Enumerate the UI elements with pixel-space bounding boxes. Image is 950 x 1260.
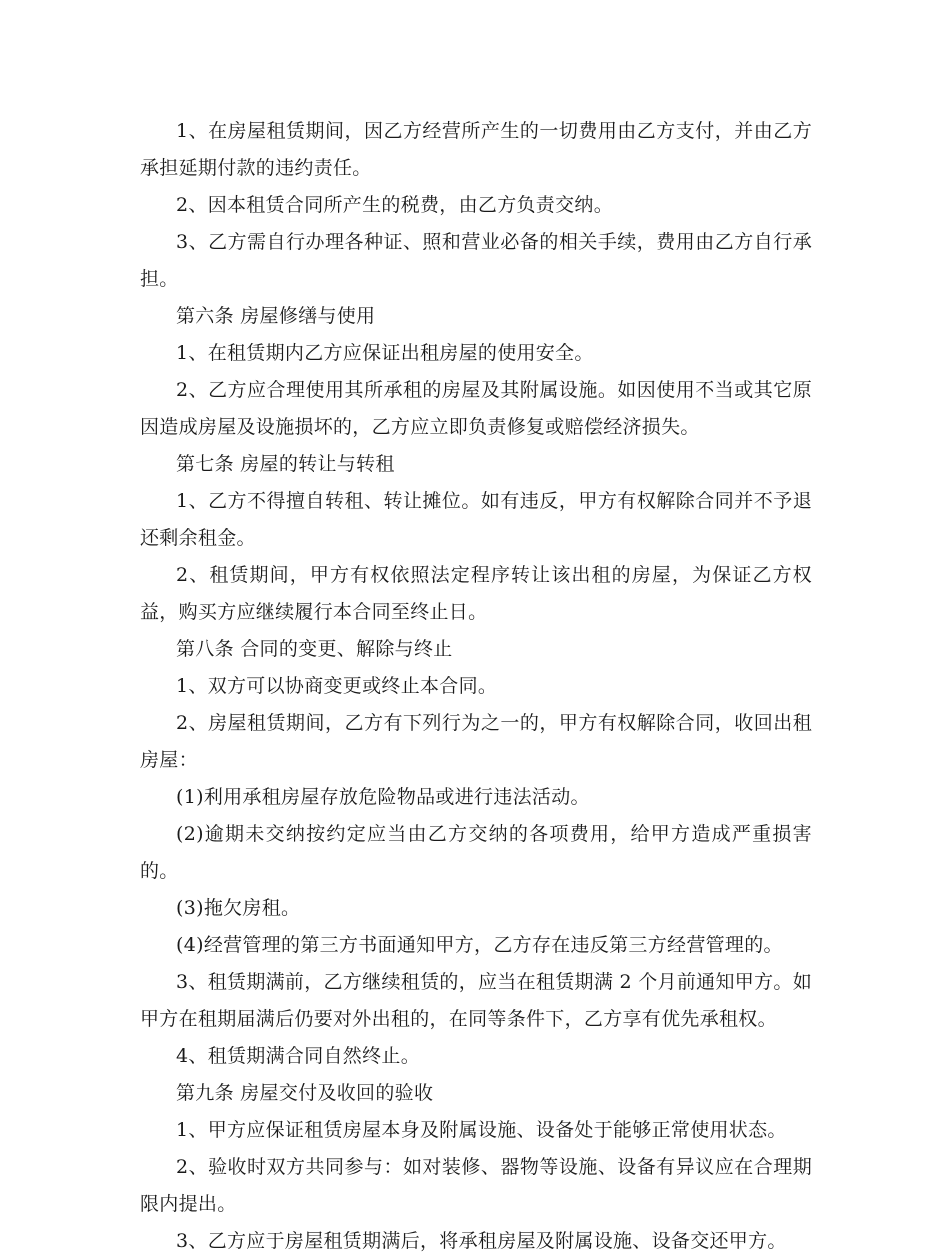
article-heading: 第八条 合同的变更、解除与终止 [176,638,453,660]
clause-paragraph: 2、乙方应合理使用其所承租的房屋及其附属设施。如因使用不当或其它原因造成房屋及设施损坏的，乙方应立即负责修复或赔偿经济损失。 [140,379,812,438]
sub-clause-item: (1)利用承租房屋存放危险物品或进行违法活动。 [176,786,590,808]
clause-paragraph: 1、在租赁期内乙方应保证出租房屋的使用安全。 [176,342,594,364]
clause-paragraph: 1、乙方不得擅自转租、转让摊位。如有违反，甲方有权解除合同并不予退还剩余租金。 [140,490,812,549]
clause-paragraph: 3、租赁期满前，乙方继续租赁的，应当在租赁期满 2 个月前通知甲方。如甲方在租期届满后仍要对外出租的，在同等条件下，乙方享有优先承租权。 [140,971,812,1030]
clause-paragraph: 1、在房屋租赁期间，因乙方经营所产生的一切费用由乙方支付，并由乙方承担延期付款的违约责任。 [140,120,812,179]
clause-paragraph: 2、因本租赁合同所产生的税费，由乙方负责交纳。 [176,194,613,216]
clause-paragraph: 2、租赁期间，甲方有权依照法定程序转让该出租的房屋，为保证乙方权益，购买方应继续履行本合同至终止日。 [140,564,812,623]
clause-paragraph: 3、乙方应于房屋租赁期满后，将承租房屋及附属设施、设备交还甲方。 [176,1230,787,1252]
clause-paragraph: 4、租赁期满合同自然终止。 [176,1045,420,1067]
sub-clause-item: (2)逾期未交纳按约定应当由乙方交纳的各项费用，给甲方造成严重损害的。 [140,823,812,882]
article-heading: 第九条 房屋交付及收回的验收 [176,1082,434,1104]
clause-paragraph: 2、验收时双方共同参与：如对装修、器物等设施、设备有异议应在合理期限内提出。 [140,1156,812,1215]
document-body [140,113,812,1260]
clause-paragraph: 2、房屋租赁期间，乙方有下列行为之一的，甲方有权解除合同，收回出租房屋： [140,712,812,771]
clause-paragraph: 1、双方可以协商变更或终止本合同。 [176,675,498,697]
article-heading: 第六条 房屋修缮与使用 [176,305,376,327]
sub-clause-item: (3)拖欠房租。 [176,897,301,919]
clause-paragraph: 1、甲方应保证租赁房屋本身及附属设施、设备处于能够正常使用状态。 [176,1119,787,1141]
clause-paragraph: 3、乙方需自行办理各种证、照和营业必备的相关手续，费用由乙方自行承担。 [140,231,812,290]
article-heading: 第七条 房屋的转让与转租 [176,453,395,475]
sub-clause-item: (4)经营管理的第三方书面通知甲方，乙方存在违反第三方经营管理的。 [176,934,783,956]
